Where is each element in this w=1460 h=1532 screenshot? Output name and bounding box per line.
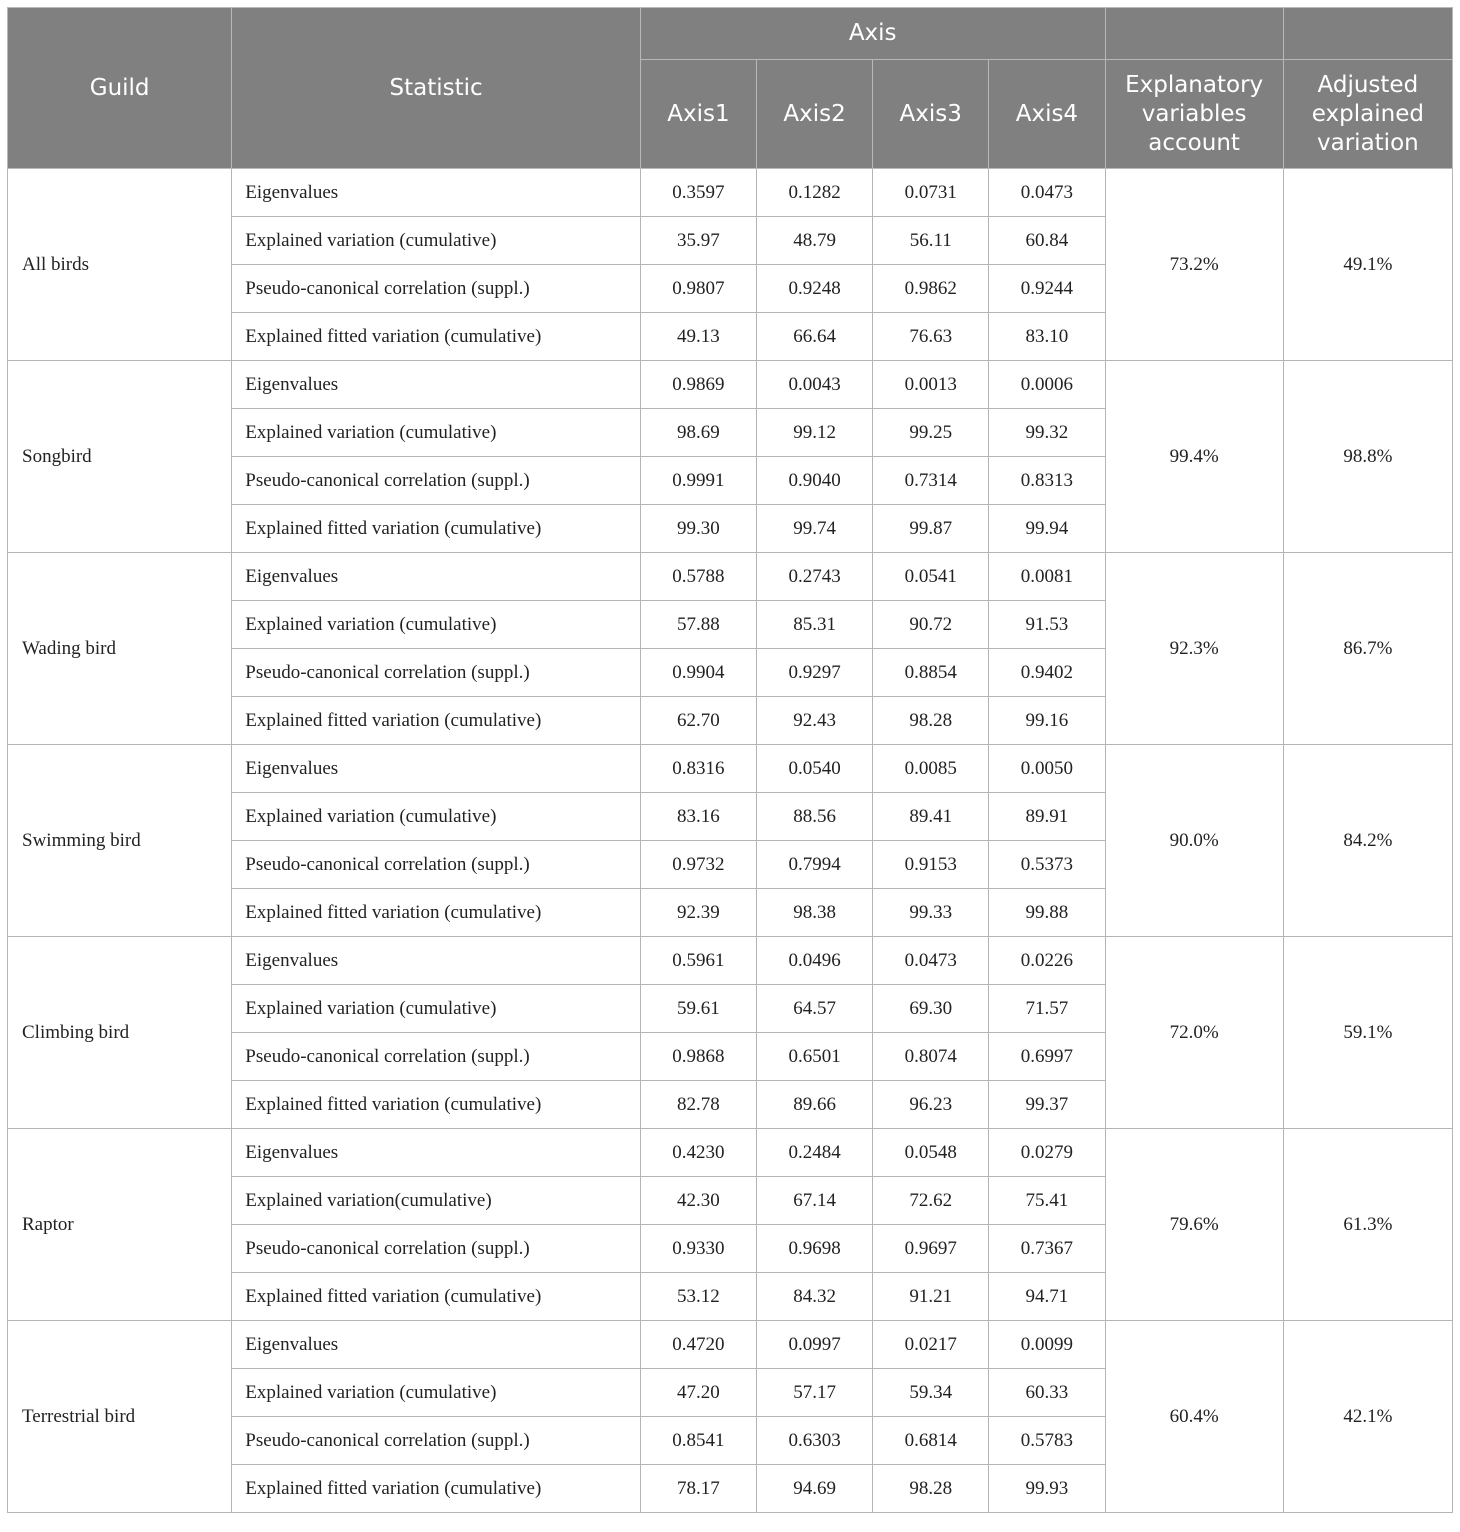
axis1-value-cell: 57.88: [640, 601, 756, 649]
axis1-value-cell: 0.4720: [640, 1321, 756, 1369]
adjusted-cell: 61.3%: [1283, 1129, 1452, 1321]
statistic-cell: Explained fitted variation (cumulative): [232, 313, 641, 361]
axis4-value-cell: 0.9402: [989, 649, 1105, 697]
statistic-cell: Eigenvalues: [232, 745, 641, 793]
statistic-cell: Explained variation (cumulative): [232, 409, 641, 457]
adjusted-cell: 59.1%: [1283, 937, 1452, 1129]
explanatory-cell: 79.6%: [1105, 1129, 1283, 1321]
axis1-value-cell: 0.9904: [640, 649, 756, 697]
axis4-value-cell: 0.7367: [989, 1225, 1105, 1273]
statistic-cell: Pseudo-canonical correlation (suppl.): [232, 457, 641, 505]
table-container: [7, 7, 1453, 1513]
axis2-value-cell: 0.9040: [757, 457, 873, 505]
axis2-value-cell: 64.57: [757, 985, 873, 1033]
axis2-value-cell: 0.9698: [757, 1225, 873, 1273]
table-row: [8, 361, 1453, 409]
statistic-cell: Explained fitted variation (cumulative): [232, 1081, 641, 1129]
statistic-cell: Explained fitted variation (cumulative): [232, 697, 641, 745]
axis3-value-cell: 96.23: [873, 1081, 989, 1129]
axis3-value-cell: 0.0731: [873, 169, 989, 217]
adjusted-cell: 42.1%: [1283, 1321, 1452, 1513]
statistic-cell: Explained variation (cumulative): [232, 985, 641, 1033]
axis3-value-cell: 90.72: [873, 601, 989, 649]
axis4-value-cell: 0.0226: [989, 937, 1105, 985]
statistic-cell: Eigenvalues: [232, 169, 641, 217]
table-row: [8, 553, 1453, 601]
axis3-value-cell: 0.0085: [873, 745, 989, 793]
axis1-value-cell: 47.20: [640, 1369, 756, 1417]
axis4-value-cell: 0.0279: [989, 1129, 1105, 1177]
axis4-value-cell: 0.9244: [989, 265, 1105, 313]
axis2-value-cell: 98.38: [757, 889, 873, 937]
statistic-cell: Eigenvalues: [232, 553, 641, 601]
guild-name-cell: Wading bird: [8, 553, 232, 745]
axis4-value-cell: 83.10: [989, 313, 1105, 361]
header-blank-2: [1283, 8, 1452, 60]
axis1-value-cell: 59.61: [640, 985, 756, 1033]
axis3-value-cell: 99.87: [873, 505, 989, 553]
header-axis2: Axis2: [757, 60, 873, 169]
axis3-value-cell: 0.0541: [873, 553, 989, 601]
adjusted-cell: 86.7%: [1283, 553, 1452, 745]
explanatory-cell: 60.4%: [1105, 1321, 1283, 1513]
explanatory-cell: 90.0%: [1105, 745, 1283, 937]
statistic-cell: Pseudo-canonical correlation (suppl.): [232, 649, 641, 697]
axis1-value-cell: 92.39: [640, 889, 756, 937]
axis2-value-cell: 0.0540: [757, 745, 873, 793]
axis2-value-cell: 85.31: [757, 601, 873, 649]
statistic-cell: Eigenvalues: [232, 361, 641, 409]
axis3-value-cell: 0.9153: [873, 841, 989, 889]
statistic-cell: Explained variation (cumulative): [232, 217, 641, 265]
axis1-value-cell: 0.9807: [640, 265, 756, 313]
axis1-value-cell: 35.97: [640, 217, 756, 265]
axis1-value-cell: 83.16: [640, 793, 756, 841]
table-row: [8, 1129, 1453, 1177]
axis2-value-cell: 99.74: [757, 505, 873, 553]
axis1-value-cell: 78.17: [640, 1465, 756, 1513]
header-guild: Guild: [8, 8, 232, 169]
axis3-value-cell: 99.33: [873, 889, 989, 937]
axis3-value-cell: 0.0548: [873, 1129, 989, 1177]
axis2-value-cell: 99.12: [757, 409, 873, 457]
rda-results-table: [7, 7, 1453, 1513]
axis1-value-cell: 42.30: [640, 1177, 756, 1225]
axis4-value-cell: 0.0081: [989, 553, 1105, 601]
statistic-cell: Explained fitted variation (cumulative): [232, 1273, 641, 1321]
axis2-value-cell: 0.1282: [757, 169, 873, 217]
statistic-cell: Explained fitted variation (cumulative): [232, 505, 641, 553]
axis3-value-cell: 98.28: [873, 1465, 989, 1513]
table-row: [8, 1321, 1453, 1369]
axis2-value-cell: 48.79: [757, 217, 873, 265]
axis2-value-cell: 0.0496: [757, 937, 873, 985]
adjusted-cell: 84.2%: [1283, 745, 1452, 937]
table-row: [8, 937, 1453, 985]
axis3-value-cell: 91.21: [873, 1273, 989, 1321]
axis2-value-cell: 84.32: [757, 1273, 873, 1321]
axis3-value-cell: 99.25: [873, 409, 989, 457]
axis3-value-cell: 0.8074: [873, 1033, 989, 1081]
axis4-value-cell: 0.0099: [989, 1321, 1105, 1369]
axis3-value-cell: 56.11: [873, 217, 989, 265]
axis1-value-cell: 62.70: [640, 697, 756, 745]
axis2-value-cell: 92.43: [757, 697, 873, 745]
axis3-value-cell: 0.9862: [873, 265, 989, 313]
guild-name-cell: Songbird: [8, 361, 232, 553]
statistic-cell: Pseudo-canonical correlation (suppl.): [232, 1225, 641, 1273]
statistic-cell: Explained fitted variation (cumulative): [232, 1465, 641, 1513]
header-adjusted: Adjusted explained variation: [1283, 60, 1452, 169]
axis1-value-cell: 0.8316: [640, 745, 756, 793]
header-axis3: Axis3: [873, 60, 989, 169]
axis2-value-cell: 0.9248: [757, 265, 873, 313]
axis4-value-cell: 91.53: [989, 601, 1105, 649]
axis2-value-cell: 0.0997: [757, 1321, 873, 1369]
axis1-value-cell: 0.9868: [640, 1033, 756, 1081]
guild-name-cell: Raptor: [8, 1129, 232, 1321]
statistic-cell: Pseudo-canonical correlation (suppl.): [232, 841, 641, 889]
statistic-cell: Eigenvalues: [232, 1321, 641, 1369]
statistic-cell: Explained variation (cumulative): [232, 601, 641, 649]
axis2-value-cell: 0.0043: [757, 361, 873, 409]
axis4-value-cell: 71.57: [989, 985, 1105, 1033]
header-axis-group: Axis: [640, 8, 1105, 60]
statistic-cell: Explained variation (cumulative): [232, 1369, 641, 1417]
axis4-value-cell: 99.16: [989, 697, 1105, 745]
axis1-value-cell: 0.8541: [640, 1417, 756, 1465]
adjusted-cell: 98.8%: [1283, 361, 1452, 553]
guild-name-cell: Swimming bird: [8, 745, 232, 937]
explanatory-cell: 99.4%: [1105, 361, 1283, 553]
axis3-value-cell: 76.63: [873, 313, 989, 361]
statistic-cell: Explained variation(cumulative): [232, 1177, 641, 1225]
explanatory-cell: 72.0%: [1105, 937, 1283, 1129]
axis2-value-cell: 0.2484: [757, 1129, 873, 1177]
axis3-value-cell: 0.9697: [873, 1225, 989, 1273]
axis1-value-cell: 53.12: [640, 1273, 756, 1321]
axis4-value-cell: 0.5373: [989, 841, 1105, 889]
axis3-value-cell: 72.62: [873, 1177, 989, 1225]
axis4-value-cell: 0.5783: [989, 1417, 1105, 1465]
axis4-value-cell: 0.8313: [989, 457, 1105, 505]
axis4-value-cell: 0.0006: [989, 361, 1105, 409]
axis3-value-cell: 0.7314: [873, 457, 989, 505]
axis3-value-cell: 0.0013: [873, 361, 989, 409]
axis2-value-cell: 0.7994: [757, 841, 873, 889]
axis1-value-cell: 98.69: [640, 409, 756, 457]
axis4-value-cell: 89.91: [989, 793, 1105, 841]
axis4-value-cell: 99.32: [989, 409, 1105, 457]
axis1-value-cell: 0.9330: [640, 1225, 756, 1273]
statistic-cell: Pseudo-canonical correlation (suppl.): [232, 1417, 641, 1465]
axis4-value-cell: 99.94: [989, 505, 1105, 553]
axis3-value-cell: 0.6814: [873, 1417, 989, 1465]
table-row: [8, 745, 1453, 793]
axis1-value-cell: 0.4230: [640, 1129, 756, 1177]
axis2-value-cell: 0.2743: [757, 553, 873, 601]
statistic-cell: Eigenvalues: [232, 1129, 641, 1177]
statistic-cell: Eigenvalues: [232, 937, 641, 985]
axis3-value-cell: 69.30: [873, 985, 989, 1033]
axis4-value-cell: 0.0050: [989, 745, 1105, 793]
axis2-value-cell: 88.56: [757, 793, 873, 841]
header-explanatory: Explanatory variables account: [1105, 60, 1283, 169]
axis3-value-cell: 0.0217: [873, 1321, 989, 1369]
axis4-value-cell: 75.41: [989, 1177, 1105, 1225]
statistic-cell: Pseudo-canonical correlation (suppl.): [232, 265, 641, 313]
axis2-value-cell: 94.69: [757, 1465, 873, 1513]
axis4-value-cell: 0.6997: [989, 1033, 1105, 1081]
axis3-value-cell: 0.0473: [873, 937, 989, 985]
axis2-value-cell: 67.14: [757, 1177, 873, 1225]
axis1-value-cell: 0.3597: [640, 169, 756, 217]
explanatory-cell: 73.2%: [1105, 169, 1283, 361]
axis1-value-cell: 0.9869: [640, 361, 756, 409]
axis1-value-cell: 0.5788: [640, 553, 756, 601]
axis1-value-cell: 0.5961: [640, 937, 756, 985]
guild-name-cell: Climbing bird: [8, 937, 232, 1129]
axis4-value-cell: 99.93: [989, 1465, 1105, 1513]
table-row: [8, 169, 1453, 217]
guild-name-cell: All birds: [8, 169, 232, 361]
header-axis1: Axis1: [640, 60, 756, 169]
axis3-value-cell: 98.28: [873, 697, 989, 745]
axis2-value-cell: 0.9297: [757, 649, 873, 697]
axis4-value-cell: 94.71: [989, 1273, 1105, 1321]
axis4-value-cell: 60.84: [989, 217, 1105, 265]
axis3-value-cell: 59.34: [873, 1369, 989, 1417]
axis2-value-cell: 0.6303: [757, 1417, 873, 1465]
guild-name-cell: Terrestrial bird: [8, 1321, 232, 1513]
axis3-value-cell: 0.8854: [873, 649, 989, 697]
axis4-value-cell: 60.33: [989, 1369, 1105, 1417]
header-axis4: Axis4: [989, 60, 1105, 169]
axis1-value-cell: 82.78: [640, 1081, 756, 1129]
axis1-value-cell: 99.30: [640, 505, 756, 553]
statistic-cell: Pseudo-canonical correlation (suppl.): [232, 1033, 641, 1081]
axis3-value-cell: 89.41: [873, 793, 989, 841]
axis1-value-cell: 49.13: [640, 313, 756, 361]
axis2-value-cell: 66.64: [757, 313, 873, 361]
axis1-value-cell: 0.9991: [640, 457, 756, 505]
axis4-value-cell: 99.88: [989, 889, 1105, 937]
explanatory-cell: 92.3%: [1105, 553, 1283, 745]
axis2-value-cell: 89.66: [757, 1081, 873, 1129]
axis2-value-cell: 57.17: [757, 1369, 873, 1417]
table-header: [8, 8, 1453, 169]
table-body: [8, 169, 1453, 1513]
axis4-value-cell: 99.37: [989, 1081, 1105, 1129]
header-statistic: Statistic: [232, 8, 641, 169]
axis2-value-cell: 0.6501: [757, 1033, 873, 1081]
header-blank-1: [1105, 8, 1283, 60]
axis1-value-cell: 0.9732: [640, 841, 756, 889]
adjusted-cell: 49.1%: [1283, 169, 1452, 361]
statistic-cell: Explained variation (cumulative): [232, 793, 641, 841]
statistic-cell: Explained fitted variation (cumulative): [232, 889, 641, 937]
axis4-value-cell: 0.0473: [989, 169, 1105, 217]
